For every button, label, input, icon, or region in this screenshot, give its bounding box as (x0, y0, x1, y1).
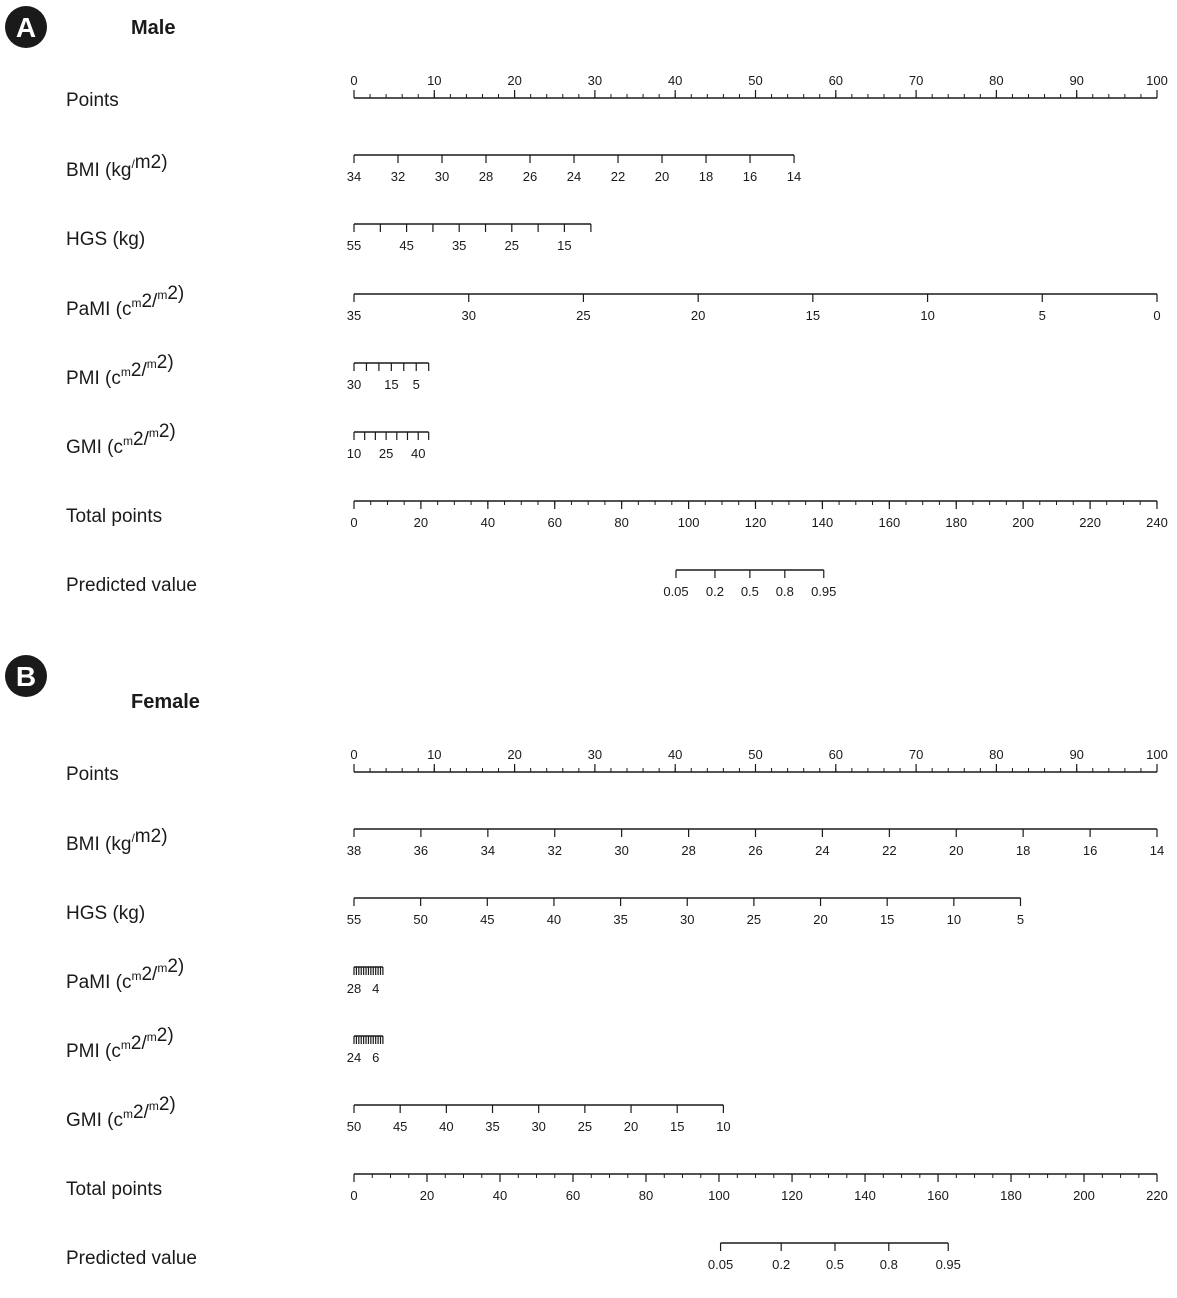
scale-tick-label: 16 (1082, 843, 1098, 858)
scale-tick-label: 45 (480, 912, 495, 927)
scale-label: Predicted value (66, 1248, 197, 1269)
scale-row (66, 898, 1024, 927)
scale-tick-label: 6 (372, 1050, 380, 1065)
scale-tick-label: 220 (1079, 515, 1101, 530)
scale-label: BMI (kg/m2) (66, 826, 168, 855)
scale-row (66, 501, 1168, 530)
scale-tick-label: 26 (748, 843, 763, 858)
scale-tick-label: 55 (346, 238, 362, 253)
scale-tick-label: 5 (412, 377, 420, 392)
scale-tick-label: 25 (504, 238, 520, 253)
scale-label: HGS (kg) (66, 229, 146, 250)
scale-tick-label: 40 (546, 912, 562, 927)
scale-tick-label: 20 (507, 747, 522, 762)
scale-tick-label: 220 (1146, 1188, 1168, 1203)
scale-tick-label: 100 (1146, 73, 1168, 88)
scale-tick-label: 10 (427, 747, 442, 762)
scale-tick-label: 70 (908, 747, 924, 762)
scale-tick-label: 18 (698, 169, 714, 184)
scale-tick-label: 30 (346, 377, 362, 392)
scale-tick-label: 25 (378, 446, 394, 461)
panel-title: Female (131, 691, 200, 713)
scale-row (66, 826, 1164, 858)
scale-tick-label: 40 (411, 446, 426, 461)
scale-tick-label: 30 (434, 169, 450, 184)
scale-tick-label: 0 (350, 73, 358, 88)
scale-tick-label: 36 (413, 843, 429, 858)
scale-row (66, 352, 429, 392)
scale-tick-label: 180 (945, 515, 968, 530)
scale-tick-label: 30 (587, 747, 603, 762)
scale-tick-label: 200 (1073, 1188, 1095, 1203)
scale-label: Points (66, 90, 119, 111)
scale-tick-label: 15 (384, 377, 399, 392)
scale-tick-label: 10 (346, 446, 362, 461)
scale-label: PMI $(c^m2/^m2)$ (66, 352, 174, 389)
scale-tick-label: 28 (681, 843, 696, 858)
scale-tick-label: 16 (742, 169, 758, 184)
scale-row (66, 421, 429, 461)
scale-tick-label: 15 (669, 1119, 685, 1134)
scale-tick-label: 140 (854, 1188, 876, 1203)
scale-tick-label: 30 (614, 843, 629, 858)
scale-tick-label: 0.05 (707, 1257, 734, 1272)
scale-label: Points (66, 764, 119, 785)
scale-tick-label: 10 (920, 308, 935, 323)
scale-tick-label: 45 (399, 238, 414, 253)
scale-row (66, 1174, 1168, 1203)
scale-tick-label: 40 (667, 747, 683, 762)
scale-row (66, 1094, 731, 1134)
scale-tick-label: 50 (413, 912, 428, 927)
scale-tick-label: 40 (439, 1119, 454, 1134)
scale-tick-label: 32 (547, 843, 562, 858)
scale-tick-label: 5 (1038, 308, 1046, 323)
scale-label: GMI $(c^m2/^m2)$ (66, 421, 176, 458)
panel-title: Male (131, 17, 176, 39)
scale-tick-label: 80 (638, 1188, 654, 1203)
panel-b (5, 655, 1168, 1272)
scale-tick-label: 14 (786, 169, 802, 184)
scale-tick-label: 80 (989, 73, 1004, 88)
scale-tick-label: 32 (390, 169, 406, 184)
scale-label: PaMI $(c^m2/^m2)$ (66, 283, 185, 320)
scale-tick-label: 15 (805, 308, 821, 323)
scale-tick-label: 70 (908, 73, 924, 88)
badge-letter: B (15, 661, 37, 692)
scale-tick-label: 30 (587, 73, 603, 88)
scale-tick-label: 100 (708, 1188, 730, 1203)
scale-tick-label: 55 (346, 912, 362, 927)
badge-letter: A (15, 12, 37, 43)
scale-tick-label: 80 (614, 515, 629, 530)
scale-tick-label: 90 (1069, 73, 1084, 88)
scale-tick-label: 0.5 (740, 584, 759, 599)
scale-tick-label: 50 (748, 747, 763, 762)
scale-tick-label: 20 (623, 1119, 639, 1134)
scale-tick-label: 30 (680, 912, 695, 927)
scale-tick-label: 34 (346, 169, 362, 184)
scale-tick-label: 18 (1015, 843, 1031, 858)
scale-label: HGS (kg) (66, 903, 146, 924)
scale-tick-label: 30 (461, 308, 476, 323)
scale-tick-label: 0.5 (825, 1257, 845, 1272)
scale-tick-label: 40 (667, 73, 683, 88)
scale-row (66, 283, 1161, 323)
scale-row (66, 1025, 383, 1065)
scale-label: Total points (66, 506, 163, 527)
scale-label: GMI $(c^m2/^m2)$ (66, 1094, 176, 1131)
scale-tick-label: 28 (346, 981, 362, 996)
scale-tick-label: 35 (346, 308, 362, 323)
scale-tick-label: 10 (946, 912, 962, 927)
scale-label: Total points (66, 1179, 163, 1200)
scale-tick-label: 80 (989, 747, 1004, 762)
scale-tick-label: 0.8 (775, 584, 794, 599)
scale-tick-label: 180 (1000, 1188, 1022, 1203)
scale-tick-label: 0 (1153, 308, 1161, 323)
scale-tick-label: 20 (507, 73, 522, 88)
scale-tick-label: 24 (346, 1050, 362, 1065)
scale-tick-label: 160 (927, 1188, 949, 1203)
scale-tick-label: 20 (419, 1188, 435, 1203)
scale-row (66, 570, 836, 599)
panel-a (5, 6, 1168, 599)
scale-tick-label: 20 (949, 843, 964, 858)
scale-tick-label: 0.95 (811, 584, 837, 599)
scale-tick-label: 15 (557, 238, 572, 253)
scale-tick-label: 35 (485, 1119, 500, 1134)
scale-tick-label: 50 (748, 73, 763, 88)
scale-tick-label: 60 (547, 515, 562, 530)
scale-tick-label: 0.2 (772, 1257, 791, 1272)
scale-tick-label: 20 (654, 169, 670, 184)
scale-tick-label: 4 (372, 981, 380, 996)
scale-tick-label: 20 (813, 912, 828, 927)
scale-tick-label: 40 (480, 515, 496, 530)
scale-tick-label: 25 (746, 912, 762, 927)
scale-tick-label: 28 (478, 169, 494, 184)
scale-tick-label: 100 (1146, 747, 1168, 762)
panel-badge (5, 6, 47, 48)
scale-row (66, 224, 591, 253)
scale-tick-label: 20 (413, 515, 429, 530)
scale-tick-label: 10 (427, 73, 442, 88)
scale-tick-label: 10 (716, 1119, 731, 1134)
scale-tick-label: 90 (1069, 747, 1084, 762)
scale-tick-label: 38 (346, 843, 362, 858)
scale-row (66, 152, 801, 184)
scale-tick-label: 24 (815, 843, 830, 858)
scale-tick-label: 25 (576, 308, 591, 323)
scale-tick-label: 25 (577, 1119, 593, 1134)
scale-tick-label: 45 (392, 1119, 408, 1134)
scale-tick-label: 35 (613, 912, 628, 927)
scale-tick-label: 14 (1149, 843, 1165, 858)
scale-tick-label: 0 (350, 1188, 358, 1203)
scale-tick-label: 0.95 (935, 1257, 961, 1272)
scale-tick-label: 0.8 (879, 1257, 898, 1272)
scale-tick-label: 60 (565, 1188, 581, 1203)
scale-row (66, 1243, 961, 1272)
scale-tick-label: 20 (690, 308, 706, 323)
scale-row (66, 73, 1168, 111)
scale-tick-label: 30 (531, 1119, 546, 1134)
scale-tick-label: 24 (566, 169, 582, 184)
scale-tick-label: 0 (350, 515, 358, 530)
scale-tick-label: 35 (451, 238, 467, 253)
scale-tick-label: 26 (522, 169, 538, 184)
scale-label: PaMI $(c^m2/^m2)$ (66, 956, 185, 993)
scale-tick-label: 0.05 (663, 584, 689, 599)
scale-row (66, 956, 383, 996)
scale-tick-label: 240 (1146, 515, 1168, 530)
scale-tick-label: 160 (878, 515, 901, 530)
scale-tick-label: 40 (492, 1188, 508, 1203)
scale-label: PMI $(c^m2/^m2)$ (66, 1025, 174, 1062)
scale-tick-label: 22 (610, 169, 626, 184)
scale-label: BMI (kg/m2) (66, 152, 168, 181)
scale-tick-label: 200 (1012, 515, 1034, 530)
scale-label: Predicted value (66, 575, 197, 596)
scale-tick-label: 34 (480, 843, 496, 858)
scale-tick-label: 100 (677, 515, 700, 530)
scale-tick-label: 50 (346, 1119, 362, 1134)
scale-tick-label: 5 (1016, 912, 1025, 927)
panel-badge (5, 655, 47, 697)
scale-tick-label: 120 (781, 1188, 803, 1203)
scale-tick-label: 60 (828, 747, 844, 762)
scale-tick-label: 120 (744, 515, 767, 530)
scale-row (66, 747, 1168, 785)
scale-tick-label: 22 (882, 843, 897, 858)
scale-tick-label: 60 (828, 73, 844, 88)
scale-tick-label: 0 (350, 747, 358, 762)
scale-tick-label: 140 (811, 515, 834, 530)
scale-tick-label: 15 (879, 912, 895, 927)
scale-tick-label: 0.2 (705, 584, 724, 599)
